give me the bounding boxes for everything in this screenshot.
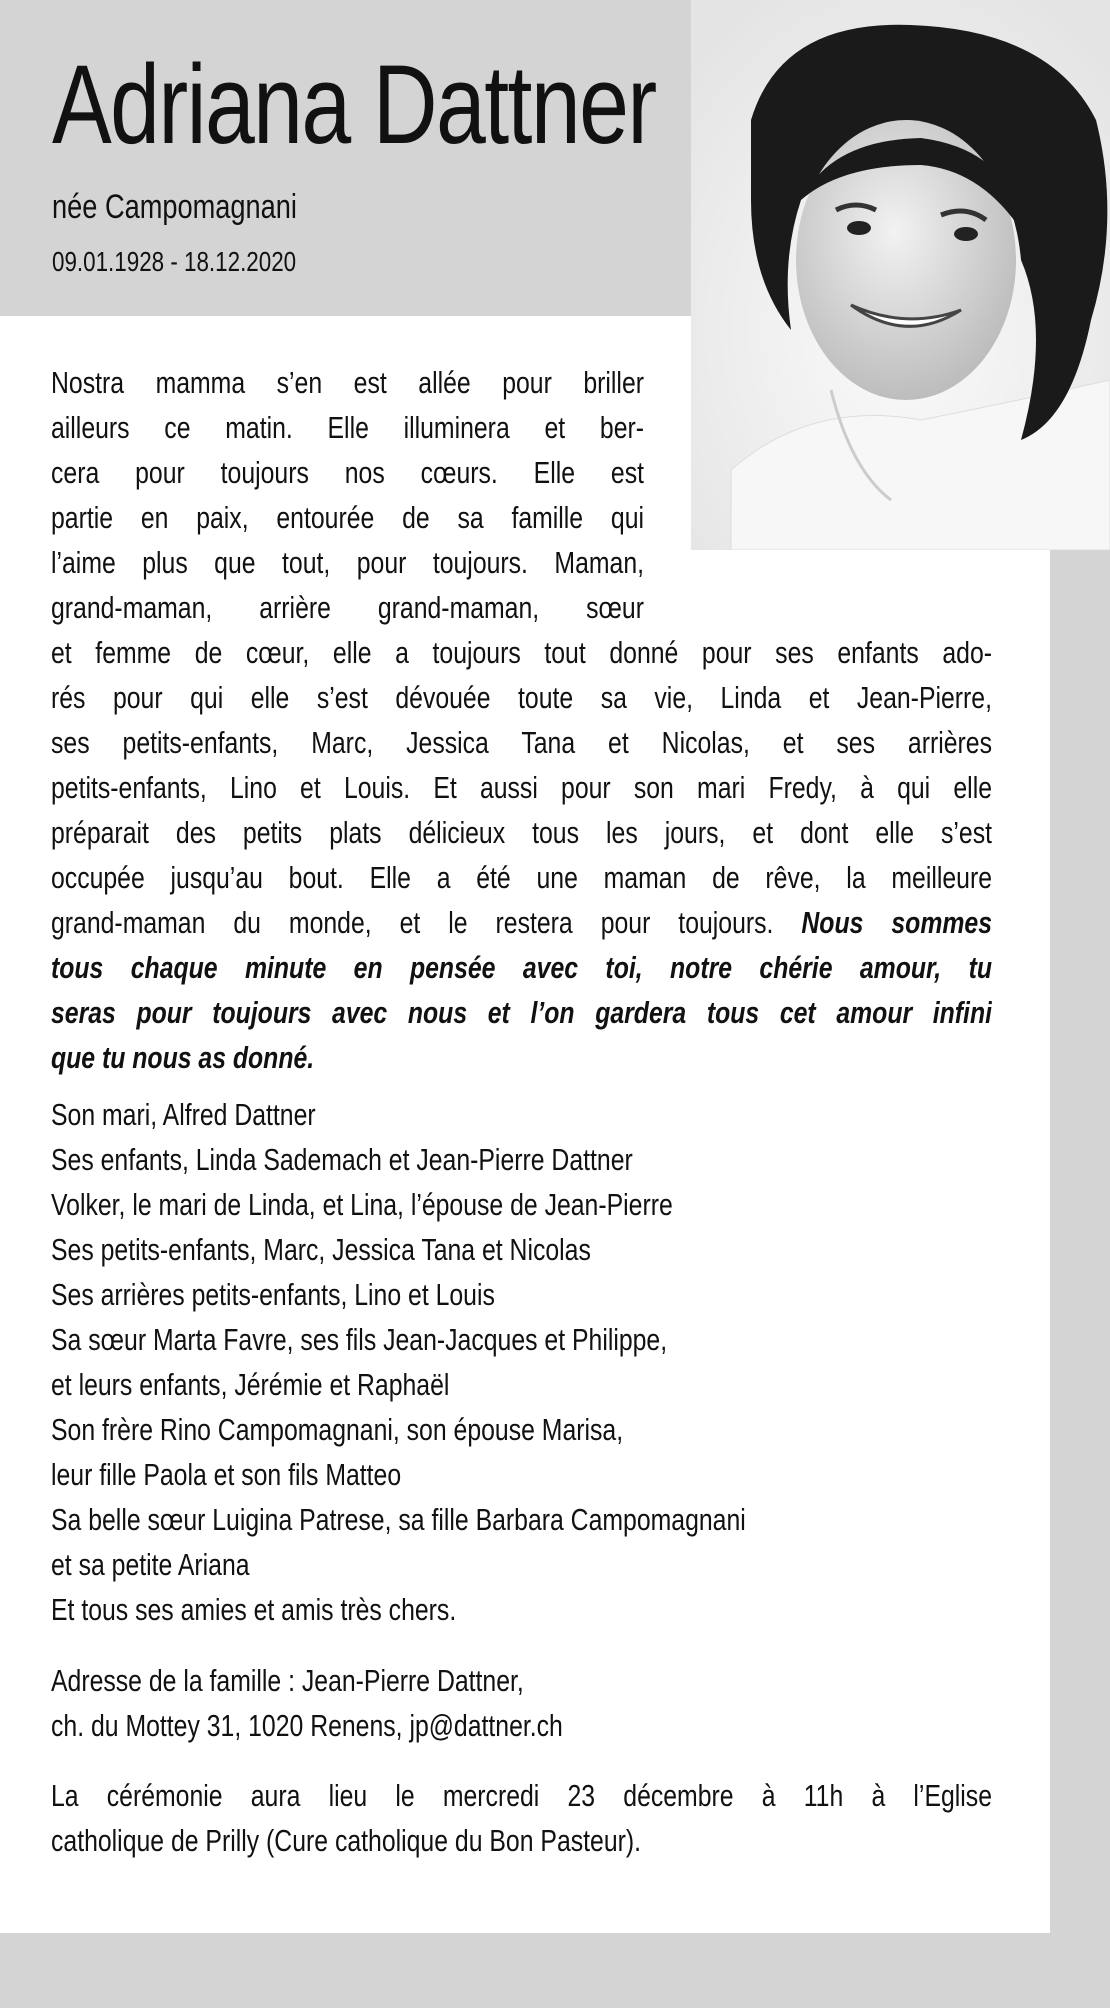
- tribute-text: ses petits-enfants, Marc, Jessica Tana et Nicolas, et ses arrières: [51, 725, 992, 760]
- tribute-line: [51, 540, 644, 585]
- family-list: [51, 1092, 746, 1632]
- tribute-text: occupée jusqu’au bout. Elle a été une maman de rêve, la meilleure: [51, 860, 992, 895]
- family-member-line: Sa sœur Marta Favre, ses fils Jean-Jacques et Philippe,: [51, 1322, 668, 1357]
- family-member-line: Ses arrières petits-enfants, Lino et Louis: [51, 1277, 495, 1312]
- family-member-line: et leurs enfants, Jérémie et Raphaël: [51, 1367, 450, 1402]
- tribute-text: grand-maman du monde, et le restera pour toujours.: [51, 905, 802, 940]
- tribute-line: [51, 495, 644, 540]
- address-line: ch. du Mottey 31, 1020 Renens, jp@dattner.ch: [51, 1708, 563, 1743]
- right-border-strip: [1050, 550, 1110, 2008]
- ceremony-line: catholique de Prilly (Cure catholique du Bon Pasteur).: [51, 1823, 642, 1858]
- tribute-line: [51, 405, 644, 450]
- tribute-emphasis-text: tous chaque minute en pensée avec toi, notre chérie amour, tu: [51, 950, 992, 985]
- tribute-line: [51, 720, 992, 765]
- family-member-line: leur fille Paola et son fils Matteo: [51, 1457, 402, 1492]
- family-member-line: Et tous ses amies et amis très chers.: [51, 1592, 457, 1627]
- family-member-line: Ses enfants, Linda Sademach et Jean-Pierre Dattner: [51, 1142, 633, 1177]
- tribute-text: l’aime plus que tout, pour toujours. Maman,: [51, 545, 644, 580]
- tribute-paragraph: [51, 360, 992, 1080]
- life-dates: 09.01.1928 - 18.12.2020: [52, 246, 297, 277]
- family-member-line: et sa petite Ariana: [51, 1547, 250, 1582]
- tribute-line: [51, 900, 992, 945]
- family-member-line: Son frère Rino Campomagnani, son épouse Marisa,: [51, 1412, 624, 1447]
- tribute-line: [51, 1035, 992, 1080]
- tribute-text: cera pour toujours nos cœurs. Elle est: [51, 455, 644, 490]
- family-member-line: Son mari, Alfred Dattner: [51, 1097, 316, 1132]
- tribute-text: rés pour qui elle s’est dévouée toute sa vie, Linda et Jean-Pierre,: [51, 680, 992, 715]
- tribute-emphasis-text: Nous sommes: [801, 905, 992, 940]
- tribute-line: [51, 450, 644, 495]
- tribute-line: [51, 765, 992, 810]
- ceremony-notice: [51, 1773, 992, 1863]
- tribute-text: Nostra mamma s’en est allée pour briller: [51, 365, 644, 400]
- tribute-text: petits-enfants, Lino et Louis. Et aussi pour son mari Fredy, à qui elle: [51, 770, 992, 805]
- tribute-line: [51, 810, 992, 855]
- ceremony-line: La cérémonie aura lieu le mercredi 23 décembre à 11h à l’Eglise: [51, 1778, 992, 1813]
- tribute-line: [51, 630, 992, 675]
- tribute-line: [51, 360, 644, 405]
- tribute-text: partie en paix, entourée de sa famille qui: [51, 500, 644, 535]
- tribute-text: et femme de cœur, elle a toujours tout donné pour ses enfants ado-: [51, 635, 992, 670]
- bottom-border-strip: [0, 1933, 1110, 2008]
- tribute-line: [51, 585, 644, 630]
- tribute-line: [51, 675, 992, 720]
- tribute-line: [51, 945, 992, 990]
- family-member-line: Volker, le mari de Linda, et Lina, l’épouse de Jean-Pierre: [51, 1187, 673, 1222]
- tribute-line: [51, 990, 992, 1035]
- tribute-line: [51, 855, 992, 900]
- address-line: Adresse de la famille : Jean-Pierre Dattner,: [51, 1663, 524, 1698]
- tribute-text: grand-maman, arrière grand-maman, sœur: [51, 590, 644, 625]
- tribute-text: préparait des petits plats délicieux tous les jours, et dont elle s’est: [51, 815, 992, 850]
- family-address: [51, 1658, 563, 1748]
- family-member-line: Sa belle sœur Luigina Patrese, sa fille Barbara Campomagnani: [51, 1502, 746, 1537]
- tribute-text: ailleurs ce matin. Elle illuminera et ber-: [51, 410, 644, 445]
- tribute-emphasis-text: seras pour toujours avec nous et l’on gardera tous cet amour infini: [51, 995, 992, 1030]
- tribute-emphasis-text: que tu nous as donné.: [51, 1040, 315, 1075]
- deceased-name: Adriana Dattner: [52, 42, 656, 167]
- family-member-line: Ses petits-enfants, Marc, Jessica Tana et Nicolas: [51, 1232, 591, 1267]
- maiden-name: née Campomagnani: [52, 188, 297, 226]
